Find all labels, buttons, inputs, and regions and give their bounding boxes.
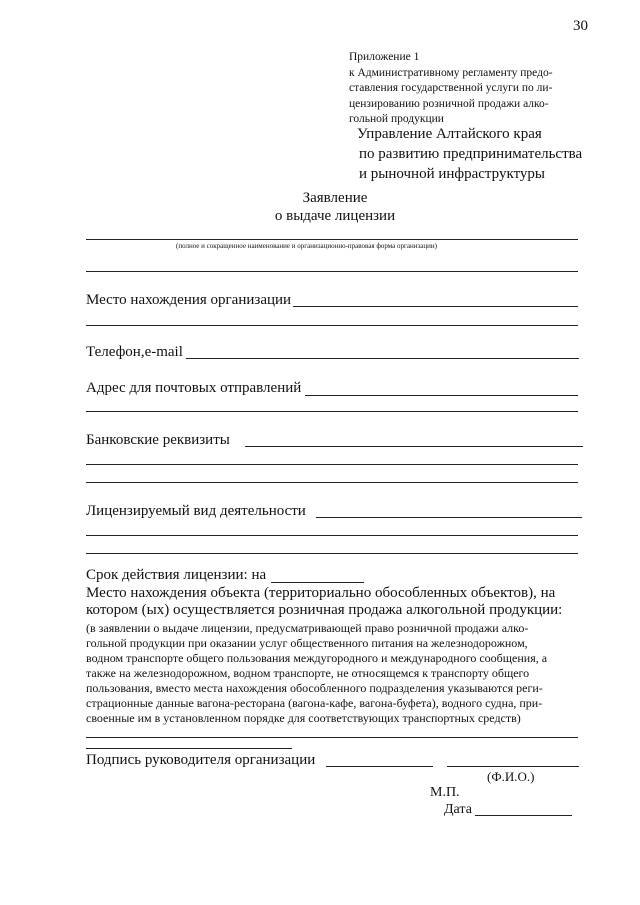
term-field[interactable] [271,582,364,583]
recipient-line: и рыночной инфраструктуры [359,166,545,182]
title-line-1: Заявление [302,190,368,206]
location-label: Место нахождения организации [86,292,292,308]
note-line: также на железнодорожном, водном транспорте, не относящемся к транспорту общего [86,666,530,680]
address-label: Адрес для почтовых отправлений [86,380,302,396]
note-line: своенные им в установленном порядке для соответствующих транспортных средств) [86,711,521,725]
fio-field[interactable] [447,766,579,767]
note-line: пользования, вместо места нахождения обособленного подразделения указываются реги- [86,681,543,695]
fio-caption: (Ф.И.О.) [487,769,535,784]
date-field[interactable] [475,815,572,816]
document-title [230,189,440,225]
object-location-field-2[interactable] [86,748,292,749]
date-label: Дата [444,802,472,817]
address-field-2[interactable] [86,411,578,412]
object-location-field[interactable] [86,737,578,738]
location-field[interactable] [293,306,578,307]
bank-label: Банковские реквизиты [86,432,230,448]
term-label: Срок действия лицензии: на [86,567,267,583]
org-name-hint: (полное и сокращенное наименование и организационно-правовая форма организации) [176,242,437,250]
object-location-line: Место нахождения объекта (территориально обособленных объектов), на [86,585,556,601]
recipient-line: Управление Алтайского края [357,126,542,142]
activity-field[interactable] [316,517,582,518]
annex-line: Приложение 1 [349,51,420,63]
note-line: гольной продукции при оказании услуг общественного питания на железнодорожном, [86,636,528,650]
title-line-2: о выдаче лицензии [274,208,396,224]
annex-line: цензированию розничной продажи алко- [349,97,549,110]
annex-line: к Административному регламенту предо- [349,66,553,79]
recipient-block [357,124,582,184]
signature-field[interactable] [326,766,433,767]
phone-label: Телефон,e-mail [86,344,183,360]
signature-label: Подпись руководителя организации [86,752,316,768]
note-paragraph [86,621,547,726]
org-name-line[interactable] [86,239,578,240]
bank-field-2[interactable] [86,464,578,465]
activity-field-2[interactable] [86,535,578,536]
org-name-line-2[interactable] [86,271,578,272]
phone-field[interactable] [186,358,579,359]
bank-field[interactable] [245,446,583,447]
page-number: 30 [573,18,588,34]
address-field[interactable] [305,395,578,396]
note-line: страционные данные вагона-ресторана (вагона-кафе, вагона-буфета), водного судна, при- [86,696,543,710]
annex-note [349,50,589,128]
note-line: (в заявлении о выдаче лицензии, предусматривающей право розничной продажи алко- [86,621,529,635]
note-line: водном транспорте общего пользования междугородного и международного сообщения, а [86,651,548,665]
annex-line: ставления государственной услуги по ли- [349,82,553,94]
bank-field-3[interactable] [86,482,578,483]
stamp-label: М.П. [430,785,460,800]
location-field-2[interactable] [86,325,578,326]
object-location-text [86,585,562,619]
activity-field-3[interactable] [86,553,578,554]
object-location-line: котором (ых) осуществляется розничная продажа алкогольной продукции: [86,602,563,618]
activity-label: Лицензируемый вид деятельности [86,503,306,519]
recipient-line: по развитию предпринимательства [359,146,583,162]
annex-line: гольной продукции [349,113,444,125]
